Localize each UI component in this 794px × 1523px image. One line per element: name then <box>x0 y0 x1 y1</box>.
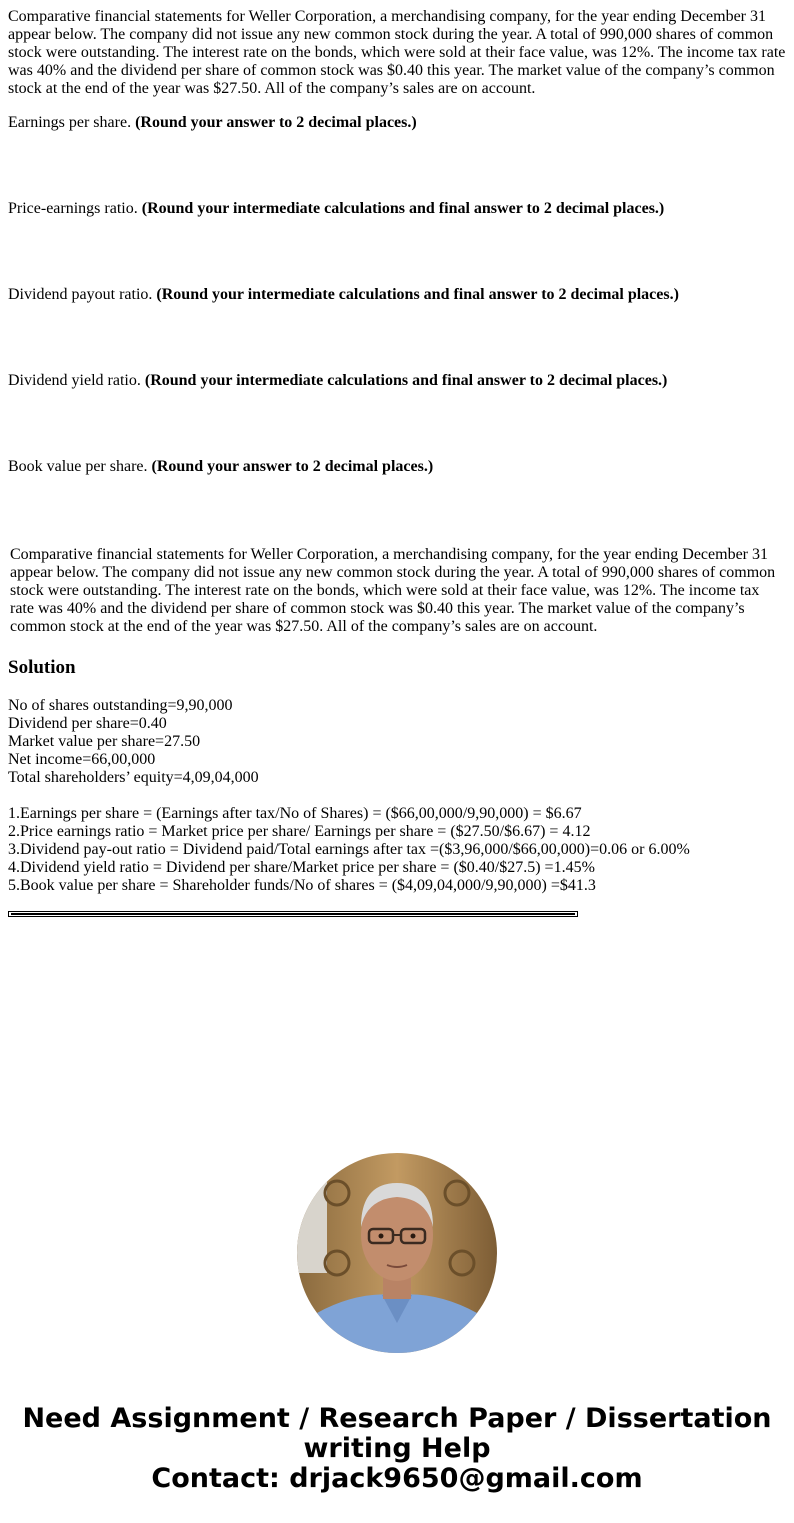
question-book-value-per-share <box>8 458 433 476</box>
solution-answers <box>8 805 690 895</box>
question-earnings-per-share <box>8 114 417 132</box>
answer-line: 3.Dividend pay-out ratio = Dividend paid/Total earnings after tax =($3,96,000/$66,00,000)=0.06 or 6.00% <box>8 841 690 858</box>
question-instruction: (Round your answer to 2 decimal places.) <box>151 458 434 475</box>
promo-line: writing Help <box>303 1433 491 1464</box>
answer-line: 2.Price earnings ratio = Market price per share/ Earnings per share = ($27.50/$6.67) = 4.12 <box>8 823 591 840</box>
fact-line: Net income=66,00,000 <box>8 751 156 768</box>
question-label: Price-earnings ratio. <box>8 200 142 217</box>
solution-heading: Solution <box>8 657 76 678</box>
promo-line: Need Assignment / Research Paper / Dissertation <box>22 1403 772 1434</box>
answer-line: 1.Earnings per share = (Earnings after tax/No of Shares) = ($66,00,000/9,90,000) = $6.67 <box>8 805 582 822</box>
answer-line: 4.Dividend yield ratio = Dividend per share/Market price per share = ($0.40/$27.5) =1.45% <box>8 859 595 876</box>
promo-contact: Contact: drjack9650@gmail.com <box>151 1463 643 1494</box>
promo-banner <box>0 1404 794 1494</box>
solution-facts <box>8 697 259 787</box>
intro-paragraph: Comparative financial statements for Weller Corporation, a merchandising company, for the year ending December 31 appear below. The company did not issue any new common stock during the year. A total of 990,000 shares of common stock were outstanding. The interest rate on the bonds, which were sold at their face value, was 12%. The income tax rate was 40% and the dividend per share of common stock was $0.40 this year. The market value of the company’s common stock at the end of the year was $27.50. All of the company’s sales are on account. <box>8 8 786 97</box>
horizontal-divider <box>8 911 578 917</box>
question-instruction: (Round your intermediate calculations and final answer to 2 decimal places.) <box>141 200 665 217</box>
answer-line: 5.Book value per share = Shareholder funds/No of shares = ($4,09,04,000/9,90,000) =$41.3 <box>8 877 596 894</box>
fact-line: Dividend per share=0.40 <box>8 715 167 732</box>
question-instruction: (Round your intermediate calculations and final answer to 2 decimal places.) <box>144 372 668 389</box>
question-label: Earnings per share. <box>8 114 136 131</box>
question-dividend-payout-ratio <box>8 286 679 304</box>
avatar-portrait <box>297 1153 497 1353</box>
fact-line: No of shares outstanding=9,90,000 <box>8 697 233 714</box>
avatar <box>297 1153 497 1353</box>
question-label: Dividend yield ratio. <box>8 372 145 389</box>
question-instruction: (Round your answer to 2 decimal places.) <box>135 114 417 131</box>
fact-line: Total shareholders’ equity=4,09,04,000 <box>8 769 259 786</box>
intro-paragraph-repeat: Comparative financial statements for Weller Corporation, a merchandising company, for the year ending December 31 appear below. The company did not issue any new common stock during the year. A total of 990,000 shares of common stock were outstanding. The interest rate on the bonds, which were sold at their face value, was 12%. The income tax rate was 40% and the dividend per share of common stock was $0.40 this year. The market value of the company’s common stock at the end of the year was $27.50. All of the company’s sales are on account. <box>10 546 776 635</box>
question-dividend-yield-ratio <box>8 372 667 390</box>
question-instruction: (Round your intermediate calculations and final answer to 2 decimal places.) <box>156 286 679 303</box>
question-label: Dividend payout ratio. <box>8 286 157 303</box>
question-price-earnings-ratio <box>8 200 664 218</box>
fact-line: Market value per share=27.50 <box>8 733 201 750</box>
question-label: Book value per share. <box>8 458 152 475</box>
